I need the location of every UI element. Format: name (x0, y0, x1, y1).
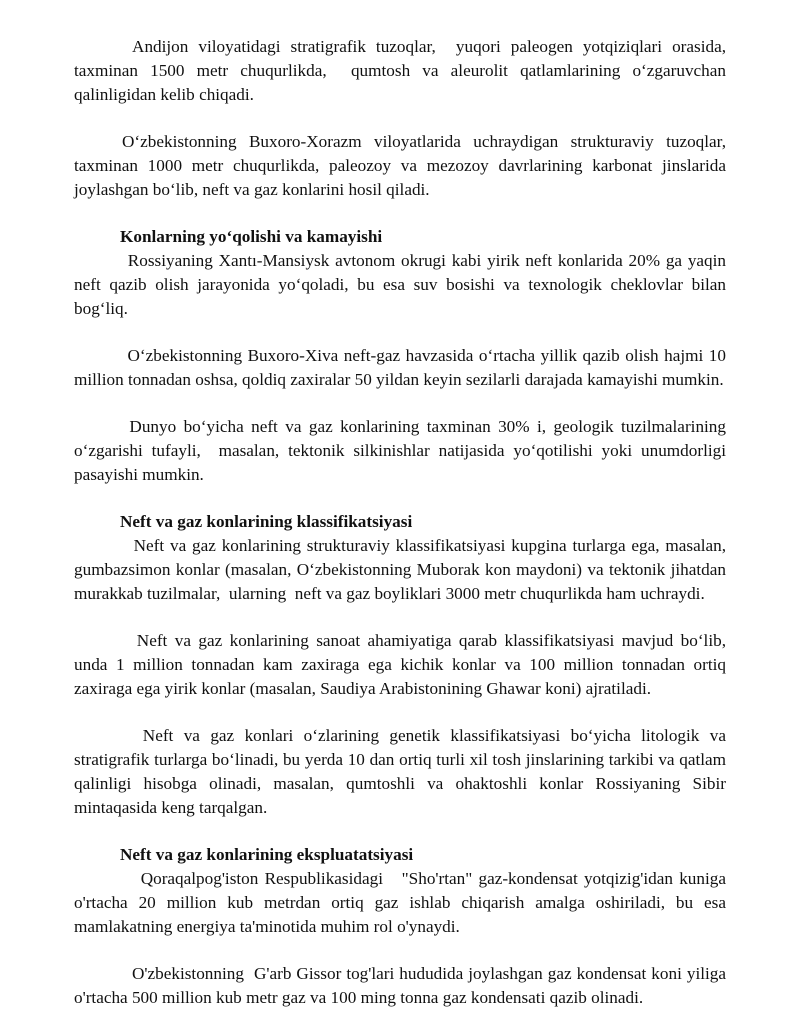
section-heading-loss: Konlarning yo‘qolishi va kamayishi (120, 227, 383, 246)
paragraph-genetic-classification: Neft va gaz konlari o‘zlarining genetik klassifikatsiyasi bo‘yicha litologik va stratigrafik turlarga bo‘linadi, bu yerda 10 dan ortiq turli xil tosh jinslarining tarkibi va qatlam qalinligi hisobga olinadi, masalan, qumtoshli va ohaktoshli konlar Rossiyaning Sibir mintaqasida keng tarqalgan. (74, 726, 731, 817)
section-heading-exploitation: Neft va gaz konlarining ekspluatatsiyasi (120, 845, 414, 864)
paragraph-gissor-field: O'zbekistonning G'arb Gissor tog'lari hududida joylashgan gaz kondensat koni yiliga o'rtacha 500 million kub metr gaz va 100 ming tonna gaz kondensati qazib olinadi. (74, 964, 731, 1007)
section-heading-classification: Neft va gaz konlarining klassifikatsiyasi (120, 512, 413, 531)
paragraph-loss-world: Dunyo bo‘yicha neft va gaz konlarining taxminan 30% i, geologik tuzilmalarining o‘zgarishi tufayli, masalan, tektonik silkinishlar natijasida yo‘qotilishi yoki unumdorligi pasayishi mumkin. (74, 417, 731, 484)
paragraph-andijon-traps: Andijon viloyatidagi stratigrafik tuzoqlar, yuqori paleogen yotqiziqlari orasida, taxminan 1500 metr chuqurlikda, qumtosh va aleurolit qatlamlarining o‘zgaruvchan qalinligidan kelib chiqadi. (74, 37, 731, 104)
paragraph-structural-classification: Neft va gaz konlarining strukturaviy klassifikatsiyasi kupgina turlarga ega, masalan, gumbazsimon konlar (masalan, O‘zbekistonning Muborak kon maydoni) va tektonik jihatdan murakkab tuzilmalar, ularning neft va gaz boyliklari 3000 metr chuqurlikda ham uchraydi. (74, 536, 731, 603)
paragraph-loss-buxoro-xiva: O‘zbekistonning Buxoro-Xiva neft-gaz havzasida o‘rtacha yillik qazib olish hajmi 10 million tonnadan oshsa, qoldiq zaxiralar 50 yildan keyin sezilarli darajada kamayishi mumkin. (74, 346, 731, 389)
paragraph-industrial-classification: Neft va gaz konlarining sanoat ahamiyatiga qarab klassifikatsiyasi mavjud bo‘lib, unda 1 million tonnadan kam zaxiraga ega kichik konlar va 100 million tonnadan ortiq zaxiraga ega yirik konlar (masalan, Saudiya Arabistonining Ghawar koni) ajratiladi. (74, 631, 731, 698)
document-page (74, 35, 731, 1010)
paragraph-shortan-field: Qoraqalpog'iston Respublikasidagi "Sho'rtan" gaz-kondensat yotqizig'idan kuniga o'rtacha 20 million kub metrdan ortiq gaz ishlab chiqarish amalga oshiriladi, bu esa mamlakatning energiya ta'minotida muhim rol o'ynaydi. (74, 869, 731, 936)
paragraph-loss-russia: Rossiyaning Xantı-Mansiysk avtonom okrugi kabi yirik neft konlarida 20% ga yaqin neft qazib olish jarayonida yo‘qoladi, bu esa suv bosishi va texnologik cheklovlar bilan bog‘liq. (74, 251, 731, 318)
paragraph-buxoro-xorazm-traps: O‘zbekistonning Buxoro-Xorazm viloyatlarida uchraydigan strukturaviy tuzoqlar, taxminan 1000 metr chuqurlikda, paleozoy va mezozoy davrlarining karbonat jinslarida joylashgan bo‘lib, neft va gaz konlarini hosil qiladi. (74, 132, 731, 199)
